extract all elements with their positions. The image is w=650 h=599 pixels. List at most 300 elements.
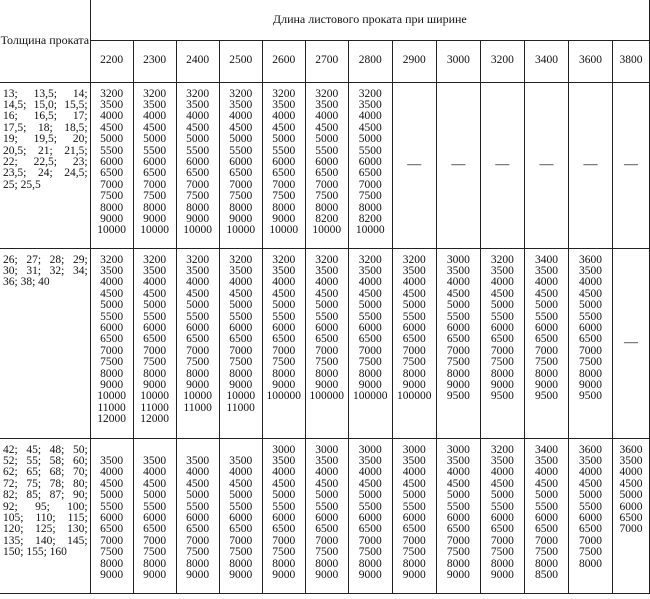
length-value: 6500 — [358, 333, 382, 346]
length-value: 3600 — [619, 443, 643, 456]
length-value: 5500 — [315, 310, 339, 323]
length-value: 3000 — [446, 443, 470, 456]
length-value: 3500 — [402, 264, 426, 277]
length-value: 7000 — [229, 344, 253, 357]
length-value: 4000 — [186, 110, 210, 123]
width-header-2800: 2800 — [348, 40, 392, 82]
length-value: 6500 — [143, 333, 167, 346]
width-header-2700: 2700 — [305, 40, 348, 82]
length-value: 5000 — [100, 299, 124, 312]
length-value: 3000 — [358, 443, 382, 456]
length-value: 7000 — [229, 178, 253, 191]
length-value: 5500 — [402, 500, 426, 513]
length-value: 4500 — [100, 121, 124, 134]
table-body — [0, 82, 650, 593]
length-value: 9000 — [100, 568, 124, 581]
length-value: 6000 — [490, 511, 514, 524]
length-value: 4500 — [229, 121, 253, 134]
length-value: 4500 — [578, 477, 602, 490]
length-value: 11000 — [97, 401, 126, 414]
width-header-2500: 2500 — [219, 40, 262, 82]
length-value: 7000 — [578, 534, 602, 547]
length-value: 8000 — [100, 201, 124, 214]
length-values-2900 — [392, 438, 436, 593]
length-group-header — [90, 0, 649, 40]
length-value: 7500 — [534, 356, 558, 369]
length-value: 9000 — [143, 568, 167, 581]
length-value: 100000 — [266, 390, 301, 403]
length-value: 7500 — [186, 546, 210, 559]
length-value: 8000 — [578, 557, 602, 570]
length-value: 5500 — [186, 310, 210, 323]
length-value: 9000 — [402, 568, 426, 581]
length-value: 9000 — [186, 212, 210, 225]
length-value: 7000 — [446, 344, 470, 357]
length-value: 6500 — [402, 333, 426, 346]
length-value: 6000 — [272, 321, 296, 334]
length-value: 4000 — [229, 466, 253, 479]
length-value: 6500 — [100, 333, 124, 346]
length-value: 6000 — [578, 321, 602, 334]
length-value: 10000 — [140, 224, 170, 237]
thickness-line: 13; 13,5; 14; — [3, 87, 88, 100]
length-value: 10000 — [183, 224, 213, 237]
length-value: 4500 — [315, 287, 339, 300]
length-value: 7500 — [490, 356, 514, 369]
length-value: 7500 — [402, 546, 426, 559]
length-value: 8000 — [578, 367, 602, 380]
length-value: 8000 — [186, 201, 210, 214]
length-value: 7000 — [358, 344, 382, 357]
length-value: 9000 — [186, 568, 210, 581]
length-values-3200 — [480, 438, 524, 593]
length-value: 6000 — [315, 155, 339, 168]
length-value: 7500 — [578, 356, 602, 369]
length-value: 5500 — [229, 500, 253, 513]
thickness-line: 30; 31; 32; 34; — [3, 264, 88, 277]
length-value: 3500 — [490, 264, 514, 277]
length-value: 6000 — [186, 321, 210, 334]
length-value: 4000 — [358, 110, 382, 123]
thickness-line: 150; 155; 160 — [3, 546, 67, 559]
length-value: 10000 — [183, 390, 213, 403]
length-values-2600 — [262, 248, 305, 438]
length-value: 6500 — [143, 167, 167, 180]
length-value: 6000 — [143, 155, 167, 168]
length-value: 7000 — [272, 178, 296, 191]
length-value: 3000 — [315, 443, 339, 456]
length-value: 8000 — [490, 367, 514, 380]
length-values-2400 — [176, 82, 219, 248]
length-value: 5500 — [315, 500, 339, 513]
length-value: 4000 — [315, 276, 339, 289]
length-value: 5000 — [186, 299, 210, 312]
length-value: 3500 — [272, 98, 296, 111]
thickness-line: 23,5; 24; 24,5; — [3, 167, 88, 180]
length-value: 5500 — [578, 500, 602, 513]
length-value: 3500 — [358, 454, 382, 467]
length-value: 5500 — [358, 144, 382, 157]
thickness-line: 19; 19,5; 20; — [3, 133, 88, 146]
length-value: 6000 — [358, 511, 382, 524]
length-value: 5000 — [272, 299, 296, 312]
length-value: 7500 — [578, 546, 602, 559]
length-value: 8000 — [272, 201, 296, 214]
length-value: 5000 — [186, 489, 210, 502]
length-value: 6000 — [272, 511, 296, 524]
length-value: 5000 — [446, 299, 470, 312]
length-value: 6500 — [358, 167, 382, 180]
length-value: 4500 — [402, 287, 426, 300]
length-value: 5000 — [358, 489, 382, 502]
length-value: 5500 — [100, 144, 124, 157]
width-header-3600: 3600 — [568, 40, 612, 82]
length-value: 8000 — [143, 367, 167, 380]
length-value: 9000 — [446, 378, 470, 391]
length-values-2900 — [392, 248, 436, 438]
length-value: 3500 — [229, 264, 253, 277]
length-value: 7500 — [358, 190, 382, 203]
length-value: 5500 — [229, 144, 253, 157]
length-value: 5000 — [315, 133, 339, 146]
length-value: 5500 — [358, 310, 382, 323]
length-value: 5500 — [358, 500, 382, 513]
length-value: 4500 — [229, 477, 253, 490]
length-value: 7500 — [229, 546, 253, 559]
length-value: 4500 — [143, 287, 167, 300]
length-value: 3500 — [186, 98, 210, 111]
length-value: 10000 — [226, 224, 256, 237]
length-value: 4000 — [534, 466, 558, 479]
length-value: 8000 — [143, 201, 167, 214]
width-header-2900: 2900 — [392, 40, 436, 82]
length-value: 4500 — [272, 121, 296, 134]
length-value: 6500 — [315, 167, 339, 180]
length-value: 7000 — [358, 178, 382, 191]
length-value: 5000 — [315, 299, 339, 312]
thickness-line: 92; 95; 100; — [3, 500, 88, 513]
length-value: 9500 — [578, 390, 602, 403]
length-value: 8000 — [534, 367, 558, 380]
length-value: 7000 — [315, 344, 339, 357]
length-value: 11000 — [226, 401, 255, 414]
length-value: 3000 — [272, 443, 296, 456]
thickness-line: 20,5; 21; 21,5; — [3, 144, 88, 157]
length-value: 8000 — [186, 557, 210, 570]
length-value: 3200 — [100, 87, 124, 100]
length-value: 4000 — [100, 110, 124, 123]
length-value: 9500 — [446, 390, 470, 403]
thickness-line: 42; 45; 48; 50; — [3, 443, 88, 456]
thickness-line: 25; 25,5 — [3, 178, 41, 191]
length-value: 7500 — [229, 356, 253, 369]
length-value: 5000 — [619, 489, 643, 502]
length-value: 4000 — [490, 466, 514, 479]
length-value: 4000 — [100, 276, 124, 289]
thickness-line: 17,5; 18; 18,5; — [3, 121, 88, 134]
length-value: 3500 — [446, 454, 470, 467]
length-value: 4000 — [143, 466, 167, 479]
length-value: 6000 — [143, 511, 167, 524]
length-value: 6500 — [578, 523, 602, 536]
length-value: 4500 — [490, 477, 514, 490]
length-values-2500 — [219, 82, 262, 248]
length-value: 6000 — [578, 511, 602, 524]
length-value: 6500 — [272, 333, 296, 346]
length-value: 3600 — [578, 443, 602, 456]
length-value: 9000 — [490, 568, 514, 581]
width-header-3400: 3400 — [524, 40, 568, 82]
no-value-dash: — — [613, 248, 650, 438]
length-value: 7500 — [272, 356, 296, 369]
length-value: 8000 — [229, 367, 253, 380]
length-value: 7500 — [358, 546, 382, 559]
length-value: 4500 — [143, 121, 167, 134]
length-value: 7000 — [229, 534, 253, 547]
length-values-3000 — [436, 438, 480, 593]
length-value: 8000 — [272, 367, 296, 380]
length-value: 6000 — [272, 155, 296, 168]
length-value: 6000 — [534, 511, 558, 524]
length-value: 5000 — [143, 489, 167, 502]
length-value: 8000 — [272, 557, 296, 570]
length-value: 7500 — [272, 546, 296, 559]
length-value: 5500 — [272, 310, 296, 323]
length-value: 5500 — [143, 144, 167, 157]
width-header-3000: 3000 — [436, 40, 480, 82]
thickness-values — [0, 248, 90, 438]
length-value: 5500 — [186, 144, 210, 157]
length-value: 4500 — [578, 287, 602, 300]
length-value: 4000 — [490, 276, 514, 289]
length-value: 6000 — [490, 321, 514, 334]
length-value: 5000 — [490, 489, 514, 502]
length-value: 7500 — [272, 190, 296, 203]
thickness-column-header — [0, 0, 90, 82]
length-value: 3500 — [578, 264, 602, 277]
length-value: 7500 — [186, 190, 210, 203]
length-value: 5000 — [358, 299, 382, 312]
length-value: 5000 — [534, 489, 558, 502]
length-value: 3200 — [315, 253, 339, 266]
length-value: 6000 — [100, 155, 124, 168]
length-value: 5000 — [229, 133, 253, 146]
length-value: 8200 — [358, 212, 382, 225]
length-value: 7000 — [446, 534, 470, 547]
length-values-2200 — [90, 82, 133, 248]
length-value: 3200 — [490, 443, 514, 456]
length-value: 6000 — [100, 511, 124, 524]
length-value: 8000 — [402, 557, 426, 570]
length-value: 7000 — [578, 344, 602, 357]
length-value: 9000 — [358, 378, 382, 391]
length-value: 7000 — [315, 178, 339, 191]
length-value: 6500 — [229, 167, 253, 180]
length-value: 6000 — [534, 321, 558, 334]
length-value: 4500 — [143, 477, 167, 490]
length-value: 7000 — [186, 344, 210, 357]
length-value: 4500 — [315, 121, 339, 134]
width-header-3200: 3200 — [480, 40, 524, 82]
length-value: 4000 — [272, 110, 296, 123]
length-value: 8000 — [229, 201, 253, 214]
length-value: 7000 — [100, 534, 124, 547]
length-values-3600 — [568, 248, 612, 438]
length-value: 5000 — [229, 489, 253, 502]
length-value: 5500 — [534, 500, 558, 513]
length-value: 6500 — [186, 167, 210, 180]
length-value: 3200 — [229, 87, 253, 100]
length-value: 12000 — [97, 413, 127, 426]
thickness-line: 62; 65; 68; 70; — [3, 466, 88, 479]
length-value: 7500 — [315, 546, 339, 559]
thickness-line: 135; 140; 145; — [3, 534, 88, 547]
length-value: 3400 — [534, 443, 558, 456]
length-values-3400 — [524, 438, 568, 593]
length-value: 6000 — [446, 511, 470, 524]
length-value: 7500 — [402, 356, 426, 369]
length-value: 6500 — [229, 523, 253, 536]
length-value: 5500 — [578, 310, 602, 323]
length-value: 5000 — [446, 489, 470, 502]
length-value: 3200 — [229, 253, 253, 266]
length-value: 7000 — [358, 534, 382, 547]
thickness-group-row — [0, 82, 650, 248]
length-values-2300 — [133, 248, 176, 438]
length-value: 3200 — [100, 253, 124, 266]
length-value: 6000 — [229, 321, 253, 334]
length-value: 4500 — [619, 477, 643, 490]
length-value: 5000 — [272, 133, 296, 146]
length-value: 4000 — [402, 276, 426, 289]
length-value: 4000 — [186, 466, 210, 479]
length-value: 7000 — [490, 534, 514, 547]
length-value: 4000 — [186, 276, 210, 289]
length-value: 3500 — [315, 454, 339, 467]
length-value: 5000 — [578, 489, 602, 502]
length-value: 6000 — [186, 155, 210, 168]
length-value: 5500 — [534, 310, 558, 323]
length-value: 3200 — [315, 87, 339, 100]
length-value: 6500 — [446, 333, 470, 346]
length-value: 4000 — [358, 276, 382, 289]
length-value: 9000 — [358, 568, 382, 581]
length-value: 8000 — [490, 557, 514, 570]
length-value: 6500 — [272, 167, 296, 180]
length-value: 9000 — [534, 378, 558, 391]
length-value: 8000 — [315, 367, 339, 380]
thickness-line: 22; 22,5; 23; — [3, 155, 88, 168]
length-value: 100000 — [397, 390, 432, 403]
length-value: 7000 — [619, 523, 643, 536]
length-value: 5500 — [186, 500, 210, 513]
length-value: 11000 — [183, 401, 212, 414]
length-value: 4000 — [578, 276, 602, 289]
length-value: 4500 — [358, 287, 382, 300]
length-value: 100000 — [309, 390, 344, 403]
thickness-values — [0, 82, 90, 248]
length-value: 4000 — [143, 276, 167, 289]
length-value: 5500 — [490, 500, 514, 513]
length-value: 3500 — [358, 98, 382, 111]
length-value: 7500 — [100, 190, 124, 203]
length-value: 8000 — [100, 367, 124, 380]
length-value: 3500 — [490, 454, 514, 467]
length-values-2800 — [348, 82, 392, 248]
length-value: 10000 — [312, 224, 342, 237]
thickness-values — [0, 438, 90, 593]
length-value: 5500 — [143, 500, 167, 513]
length-value: 6500 — [100, 167, 124, 180]
length-value: 5500 — [100, 310, 124, 323]
length-value: 3200 — [272, 87, 296, 100]
width-header-2200: 2200 — [90, 40, 133, 82]
length-value: 3500 — [100, 264, 124, 277]
length-value: 10000 — [355, 224, 385, 237]
length-value: 9000 — [272, 378, 296, 391]
length-value: 7000 — [143, 534, 167, 547]
length-value: 5000 — [272, 489, 296, 502]
length-value: 3400 — [534, 253, 558, 266]
length-value: 5500 — [402, 310, 426, 323]
length-value: 7500 — [143, 546, 167, 559]
length-value: 5000 — [578, 299, 602, 312]
length-value: 8000 — [358, 367, 382, 380]
length-value: 7000 — [402, 534, 426, 547]
length-value: 6500 — [100, 523, 124, 536]
length-value: 6500 — [186, 523, 210, 536]
thickness-line: 72; 75; 78; 80; — [3, 477, 88, 490]
length-value: 4500 — [272, 477, 296, 490]
length-value: 7500 — [358, 356, 382, 369]
length-value: 3500 — [272, 264, 296, 277]
length-value: 4000 — [229, 110, 253, 123]
length-value: 4000 — [446, 466, 470, 479]
length-value: 6000 — [229, 155, 253, 168]
length-value: 5500 — [143, 310, 167, 323]
length-value: 6500 — [186, 333, 210, 346]
length-value: 4500 — [534, 287, 558, 300]
length-value: 4500 — [446, 287, 470, 300]
length-value: 7500 — [315, 190, 339, 203]
length-value: 8000 — [100, 557, 124, 570]
no-value-dash: — — [613, 82, 650, 248]
length-value: 6000 — [315, 511, 339, 524]
length-value: 6500 — [578, 333, 602, 346]
length-value: 5000 — [143, 133, 167, 146]
length-value: 7000 — [315, 534, 339, 547]
length-value: 9000 — [100, 378, 124, 391]
length-value: 6000 — [402, 321, 426, 334]
no-value-dash: — — [392, 82, 436, 248]
length-value: 6000 — [358, 155, 382, 168]
length-value: 3500 — [186, 264, 210, 277]
length-value: 4000 — [402, 466, 426, 479]
length-value: 3200 — [490, 253, 514, 266]
length-value: 7500 — [143, 190, 167, 203]
length-value: 6000 — [402, 511, 426, 524]
width-header-2600: 2600 — [262, 40, 305, 82]
length-value: 7000 — [143, 178, 167, 191]
length-value: 4000 — [534, 276, 558, 289]
length-value: 3000 — [446, 253, 470, 266]
length-value: 5000 — [534, 299, 558, 312]
length-value: 7500 — [490, 546, 514, 559]
length-values-3800 — [613, 438, 650, 593]
length-value: 3500 — [534, 264, 558, 277]
length-value: 7000 — [534, 534, 558, 547]
length-value: 5000 — [402, 299, 426, 312]
